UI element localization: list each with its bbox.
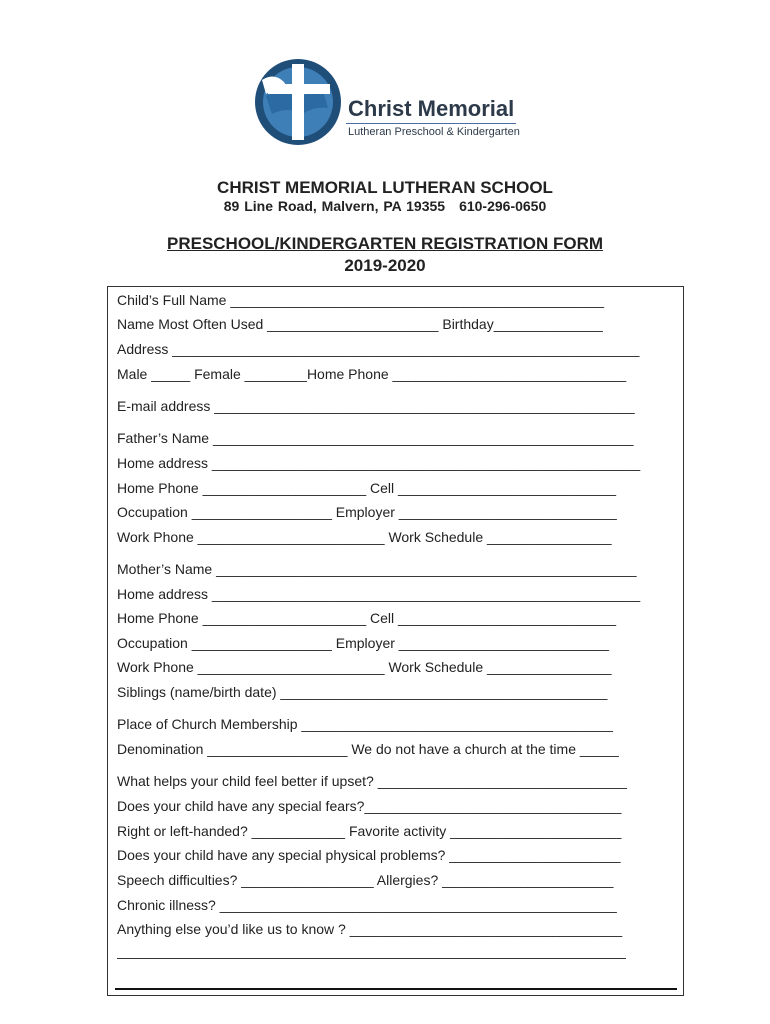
email-field[interactable]: E-mail address ______________________________________________________ xyxy=(117,398,635,414)
allergies-field[interactable]: Allergies? ______________________ xyxy=(376,872,614,888)
bottom-rule xyxy=(115,988,677,990)
school-address: 89 Line Road, Malvern, PA 19355 xyxy=(223,198,446,214)
logo-subtitle: Lutheran Preschool & Kindergarten xyxy=(348,126,520,138)
address-field[interactable]: Address ____________________________________________________________ xyxy=(117,341,640,357)
father-work-schedule-field[interactable]: Work Schedule ________________ xyxy=(388,529,612,545)
anything-else-field[interactable]: Anything else you’d like us to know ? ___________________________________ xyxy=(117,921,623,937)
child-name-birthday-row xyxy=(117,316,603,332)
mother-cell-field[interactable]: Cell ____________________________ xyxy=(370,610,617,626)
father-occupation-field[interactable]: Occupation __________________ xyxy=(117,504,332,520)
speech-field[interactable]: Speech difficulties? _________________ xyxy=(117,872,374,888)
siblings-field[interactable]: Siblings (name/birth date) __________________________________________ xyxy=(117,684,608,700)
mother-work-row xyxy=(117,635,609,651)
mother-work-phone-row xyxy=(117,659,612,675)
handedness-field[interactable]: Right or left-handed? ____________ xyxy=(117,823,346,839)
mother-home-address-field[interactable]: Home address _______________________________________________________ xyxy=(117,586,641,602)
childs-full-name-field[interactable]: Child’s Full Name ________________________________________________ xyxy=(117,292,605,308)
physical-problems-field[interactable]: Does your child have any special physical problems? ______________________ xyxy=(117,847,621,863)
female-field[interactable]: Female ________ xyxy=(194,366,307,382)
anything-else-continuation-line[interactable] xyxy=(117,958,626,959)
birthday-field[interactable]: Birthday______________ xyxy=(442,316,603,332)
father-work-row xyxy=(117,504,617,520)
home-phone-field[interactable]: Home Phone ______________________________ xyxy=(306,366,627,382)
chronic-illness-field[interactable]: Chronic illness? ___________________________________________________ xyxy=(117,897,617,913)
school-phone: 610-296-0650 xyxy=(459,198,547,214)
special-fears-field[interactable]: Does your child have any special fears?_________________________________ xyxy=(117,798,622,814)
form-title: PRESCHOOL/KINDERGARTEN REGISTRATION FORM xyxy=(166,234,604,253)
father-work-phone-row xyxy=(117,529,612,545)
male-field[interactable]: Male _____ xyxy=(117,366,191,382)
logo-rule xyxy=(346,123,516,124)
cross-globe-icon xyxy=(254,56,346,148)
father-work-phone-field[interactable]: Work Phone ________________________ xyxy=(117,529,385,545)
handedness-row xyxy=(117,823,621,839)
school-name: CHRIST MEMORIAL LUTHERAN SCHOOL xyxy=(217,178,553,197)
mother-work-phone-field[interactable]: Work Phone ________________________ xyxy=(117,659,385,675)
school-logo xyxy=(254,56,519,148)
feel-better-field[interactable]: What helps your child feel better if upset? ________________________________ xyxy=(117,773,627,789)
mother-name-field[interactable]: Mother’s Name ______________________________________________________ xyxy=(117,561,637,577)
denomination-field[interactable]: Denomination __________________ xyxy=(117,741,348,757)
mother-home-phone-field[interactable]: Home Phone _____________________ xyxy=(117,610,367,626)
logo-title: Christ Memorial xyxy=(348,96,515,121)
father-name-field[interactable]: Father’s Name ______________________________________________________ xyxy=(117,430,634,446)
form-year: 2019-2020 xyxy=(344,256,426,275)
father-home-phone-field[interactable]: Home Phone _____________________ xyxy=(117,480,367,496)
denomination-row xyxy=(117,741,619,757)
father-phone-row xyxy=(117,480,616,496)
school-contact xyxy=(0,198,770,214)
favorite-activity-field[interactable]: Favorite activity ______________________ xyxy=(348,823,622,839)
mother-phone-row xyxy=(117,610,616,626)
mother-occupation-field[interactable]: Occupation __________________ xyxy=(117,635,332,651)
father-home-address-field[interactable]: Home address _______________________________________________________ xyxy=(117,455,641,471)
no-church-field[interactable]: We do not have a church at the time _____ xyxy=(351,741,619,757)
mother-employer-field[interactable]: Employer ___________________________ xyxy=(335,635,610,651)
father-employer-field[interactable]: Employer ____________________________ xyxy=(335,504,617,520)
name-often-used-field[interactable]: Name Most Often Used ______________________ xyxy=(117,316,439,332)
speech-allergies-row xyxy=(117,872,613,888)
father-cell-field[interactable]: Cell ____________________________ xyxy=(370,480,617,496)
mother-work-schedule-field[interactable]: Work Schedule ________________ xyxy=(388,659,612,675)
church-membership-field[interactable]: Place of Church Membership ________________________________________ xyxy=(117,716,613,732)
gender-phone-row xyxy=(117,366,626,382)
